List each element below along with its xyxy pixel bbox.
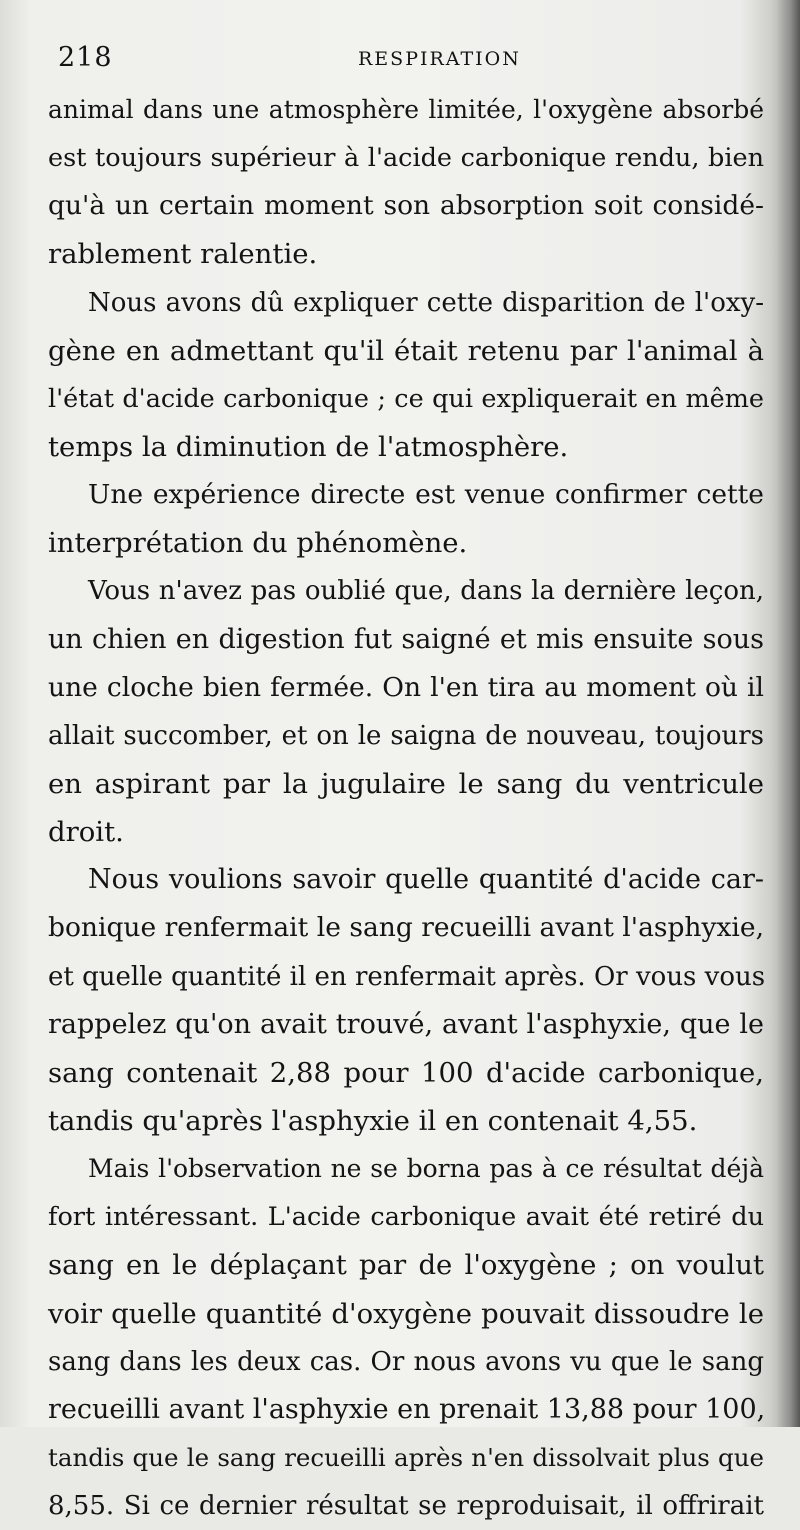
page-header bbox=[58, 40, 762, 80]
text-line: voir quelle quantité d'oxygène pouvait dissoudre le bbox=[48, 1297, 764, 1330]
text-line: gène en admettant qu'il était retenu par l'animal à bbox=[48, 334, 764, 367]
text-line: bonique renfermait le sang recueilli avant l'asphyxie, bbox=[48, 912, 764, 944]
running-title: RESPIRATION bbox=[358, 48, 521, 70]
text-line: un chien en digestion fut saigné et mis ensuite sous bbox=[48, 623, 764, 655]
text-line: sang contenait 2,88 pour 100 d'acide carbonique, bbox=[48, 1056, 764, 1089]
text-line: rappelez qu'on avait trouvé, avant l'asphyxie, que le bbox=[48, 1008, 764, 1040]
page-edge-shadow bbox=[776, 0, 800, 1427]
text-line: rablement ralentie. bbox=[48, 238, 318, 271]
text-line: tandis qu'après l'asphyxie il en contenait 4,55. bbox=[48, 1104, 698, 1137]
text-line: Une expérience directe est venue confirmer cette bbox=[88, 479, 764, 511]
text-line: temps la diminution de l'atmosphère. bbox=[48, 430, 569, 463]
text-line: Nous avons dû expliquer cette disparition de l'oxy- bbox=[88, 287, 764, 318]
text-line: fort intéressant. L'acide carbonique avait été retiré du bbox=[48, 1202, 764, 1233]
text-line: Vous n'avez pas oublié que, dans la dernière leçon, bbox=[88, 576, 764, 607]
text-line: Nous voulions savoir quelle quantité d'acide car- bbox=[88, 864, 764, 896]
text-line: tandis que le sang recueilli après n'en dissolvait plus que bbox=[48, 1442, 764, 1472]
text-line: animal dans une atmosphère limitée, l'oxygène absorbé bbox=[48, 95, 764, 124]
text-line: 8,55. Si ce dernier résultat se reproduisait, il offrirait bbox=[48, 1491, 764, 1522]
text-line: l'état d'acide carbonique ; ce qui expliquerait en même bbox=[48, 383, 764, 414]
text-line: et quelle quantité il en renfermait après. Or vous vous bbox=[48, 961, 766, 992]
text-line: en aspirant par la jugulaire le sang du ventricule bbox=[48, 767, 764, 800]
text-line: droit. bbox=[48, 816, 124, 849]
page-number: 218 bbox=[58, 42, 113, 73]
text-line: est toujours supérieur à l'acide carbonique rendu, bien bbox=[48, 143, 764, 174]
text-line: recueilli avant l'asphyxie en prenait 13,88 pour 100, bbox=[48, 1393, 766, 1425]
text-line: sang dans les deux cas. Or nous avons vu que le sang bbox=[48, 1346, 764, 1377]
text-line: Mais l'observation ne se borna pas à ce résultat déjà bbox=[88, 1154, 764, 1184]
text-line: une cloche bien fermée. On l'en tira au moment où il bbox=[48, 671, 764, 703]
text-line: qu'à un certain moment son absorption soit considé- bbox=[48, 190, 764, 222]
text-line: interprétation du phénomène. bbox=[48, 527, 468, 560]
body-text bbox=[48, 86, 764, 1530]
text-line: sang en le déplaçant par de l'oxygène ; on voulut bbox=[48, 1249, 764, 1282]
text-line: allait succomber, et on le saigna de nouveau, toujours bbox=[48, 720, 764, 751]
